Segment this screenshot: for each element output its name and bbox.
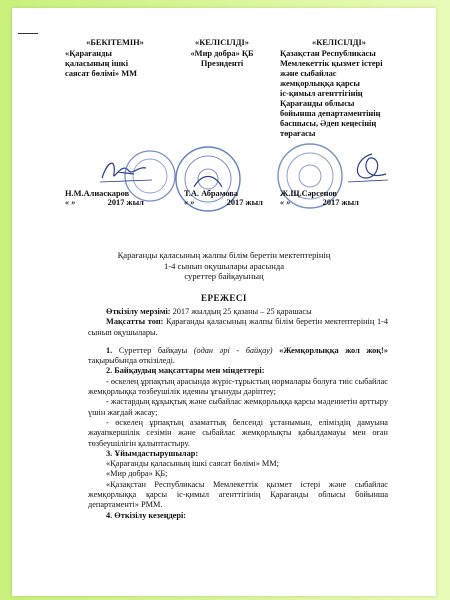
approval-line: қаласының ішкі bbox=[65, 59, 129, 68]
approval-line: «Қарағанды bbox=[65, 49, 112, 58]
approval-date-3: « » 2017 жыл bbox=[280, 198, 359, 207]
document-page bbox=[12, 8, 436, 596]
approval-line: және сыбайлас bbox=[280, 69, 337, 78]
approval-line: басшысы, Әдеп кеңесінің bbox=[280, 119, 377, 128]
subject-line: суреттер байқауының bbox=[184, 271, 264, 281]
subject-line: 1-4 сынып оқушылары арасында bbox=[163, 260, 285, 271]
section-4-title: 4. Өткізілу кезеңдері: bbox=[106, 510, 187, 520]
approval-date-2: « » 2017 жыл bbox=[184, 198, 263, 207]
section-3-item: «Қазақстан Республикасы Мемлекеттік қызмет істері және сыбайлас жемқорлыққа қарсы іс-қимыл агенттігінің Қарағанды облысы бойынша департаменті» РММ. bbox=[88, 479, 388, 510]
section-3-item: «Мир добра» ҚБ; bbox=[106, 469, 168, 479]
approval-header-2: «КЕЛІСІЛДІ» bbox=[195, 38, 249, 47]
signer-name-2: Т.А. Абрамова bbox=[184, 189, 239, 198]
corner-mark bbox=[18, 33, 38, 34]
section-3-item: «Қарағанды қаласының ішкі саясат бөлімі» ММ; bbox=[106, 459, 279, 469]
approval-date-1: « » 2017 жыл bbox=[65, 198, 144, 207]
approval-line: «Мир добра» ҚБ bbox=[190, 49, 254, 58]
approval-column-1 bbox=[65, 38, 165, 79]
time-paragraph: Өткізілу мерзімі: 2017 жылдың 25 қазаны – 25 қарашасы bbox=[106, 307, 312, 316]
approval-header-3: «КЕЛІСІЛДІ» bbox=[312, 38, 366, 47]
approval-column-2 bbox=[182, 38, 262, 69]
approval-line: саясат бөлімі» ММ bbox=[65, 69, 138, 78]
section-2-item: - жастардың құқықтық және сыбайлас жемқорлыққа қарсы мәдениетін арттыру үшін жағдай жасау; bbox=[88, 397, 388, 417]
approval-header-1: «БЕКІТЕМІН» bbox=[86, 38, 144, 47]
section-2-item: - өскелең ұрпақтың азаматтық белсенді ұстанымын, еліміздің дамуына жауапкершілік сезімін және сыбайлас жемқорлықты қабылдамауы мен оған төзбеушілігін қалыптастыру. bbox=[88, 417, 388, 448]
approval-column-3 bbox=[280, 38, 398, 139]
document-body bbox=[88, 307, 388, 521]
document-subject bbox=[12, 250, 436, 282]
approval-line: іс-қимыл агенттігінің bbox=[280, 89, 363, 98]
stamp-1-icon bbox=[122, 148, 178, 204]
approval-line: жемқорлыққа қарсы bbox=[280, 79, 360, 88]
document-title: ЕРЕЖЕСІ bbox=[201, 293, 247, 303]
section-1-paragraph: 1. Суреттер байқауы (одан әрі - байқау) «Жемқорлыққа жол жоқ!» тақырыбында өткізіледі. bbox=[88, 345, 388, 366]
signer-name-3: Ж.Щ.Сәрсенов bbox=[280, 189, 337, 198]
approval-line: бойынша департаментінің bbox=[280, 109, 381, 118]
section-2-item: - өскелең ұрпақтың арасында жүріс-тұрыстың нормалары болуға тиіс сыбайлас жемқорлыққа төзбеушілік идеяны ұғынуды дәріптеу; bbox=[88, 376, 388, 397]
target-paragraph: Мақсатты топ: Қарағанды қаласының жалпы білім беретін мектептерінің 1-4 сынып оқушылары. bbox=[88, 317, 388, 337]
approval-line: Қарағанды облысы bbox=[280, 99, 355, 108]
approval-line: Президенті bbox=[200, 59, 244, 68]
subject-line: Қарағанды қаласының жалпы білім беретін мектептерінің bbox=[117, 250, 331, 260]
signature-3-icon bbox=[342, 148, 392, 188]
section-3-title: 3. Ұйымдастырушылар: bbox=[106, 448, 199, 458]
section-2-title: 2. Байқаудың мақсаттары мен міндеттері: bbox=[106, 366, 265, 376]
signer-name-1: Н.М.Алиаскаров bbox=[65, 189, 130, 198]
approval-line: Қазақстан Республикасы bbox=[280, 49, 376, 58]
approval-line: Мемлекеттік қызмет істері bbox=[280, 59, 383, 68]
approval-line: төрағасы bbox=[280, 129, 316, 138]
